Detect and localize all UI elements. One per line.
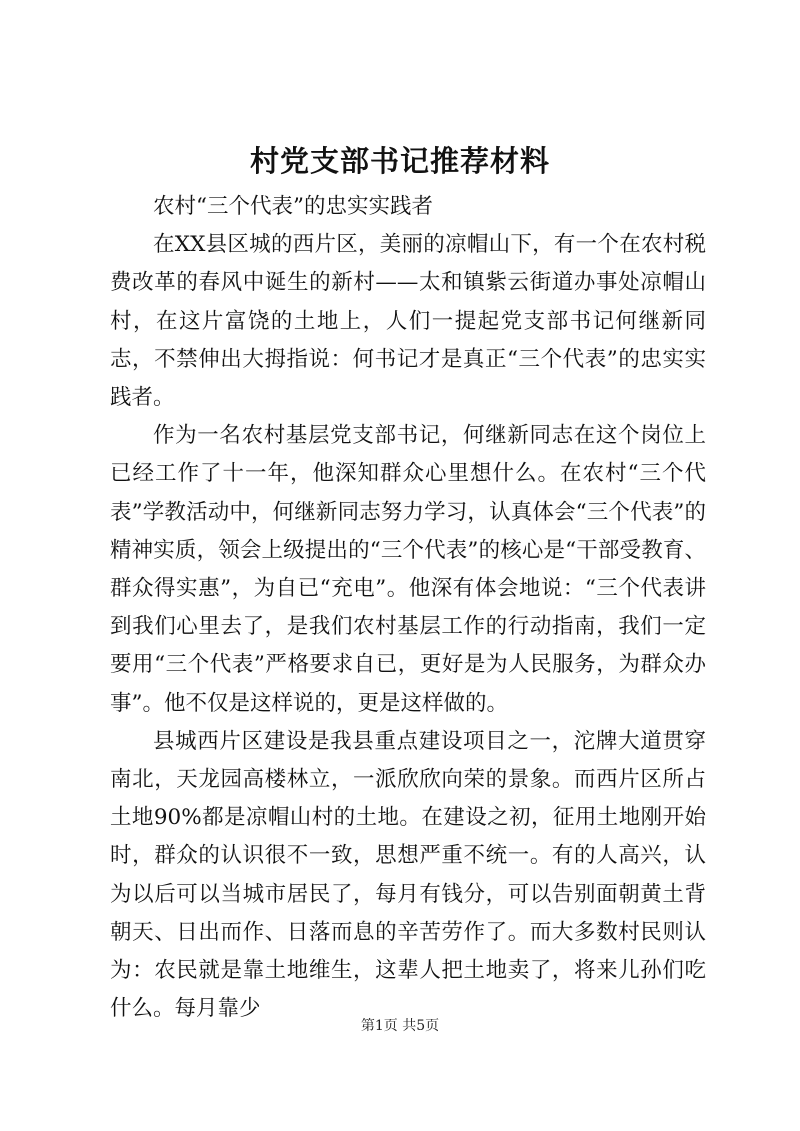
document-body <box>110 188 706 1028</box>
page-number-footer: 第1页 共5页 <box>360 1018 440 1034</box>
document-title: 村党支部书记推荐材料 <box>249 144 550 178</box>
paragraph: 在XX县区城的西片区，美丽的凉帽山下，有一个在农村税费改革的春风中诞生的新村——太和镇紫云街道办事处凉帽山村，在这片富饶的土地上，人们一提起党支部书记何继新同志，不禁伸出大拇指说：何书记才是真正“三个代表”的忠实实践者。 <box>110 232 706 411</box>
paragraph: 县城西片区建设是我县重点建设项目之一，沱牌大道贯穿南北，天龙园高楼林立，一派欣欣向荣的景象。而西片区所占土地90%都是凉帽山村的土地。在建设之初，征用土地刚开始时，群众的认识很不一致，思想严重不统一。有的人高兴，认为以后可以当城市居民了，每月有钱分，可以告别面朝黄土背朝天、日出而作、日落而息的辛苦劳作了。而大多数村民则认为：农民就是靠土地维生，这辈人把土地卖了，将来儿孙们吃什么。每月靠少 <box>110 728 706 1022</box>
paragraph-subtitle: 农村“三个代表”的忠实实践者 <box>153 194 433 219</box>
paragraph: 作为一名农村基层党支部书记，何继新同志在这个岗位上已经工作了十一年，他深知群众心里想什么。在农村“三个代表”学教活动中，何继新同志努力学习，认真体会“三个代表”的精神实质，领会上级提出的“三个代表”的核心是“干部受教育、群众得实惠”，为自已“充电”。他深有体会地说：“三个代表讲到我们心里去了，是我们农村基层工作的行动指南，我们一定要用“三个代表”严格要求自已，更好是为人民服务，为群众办事”。他不仅是这样说的，更是这样做的。 <box>110 423 706 716</box>
